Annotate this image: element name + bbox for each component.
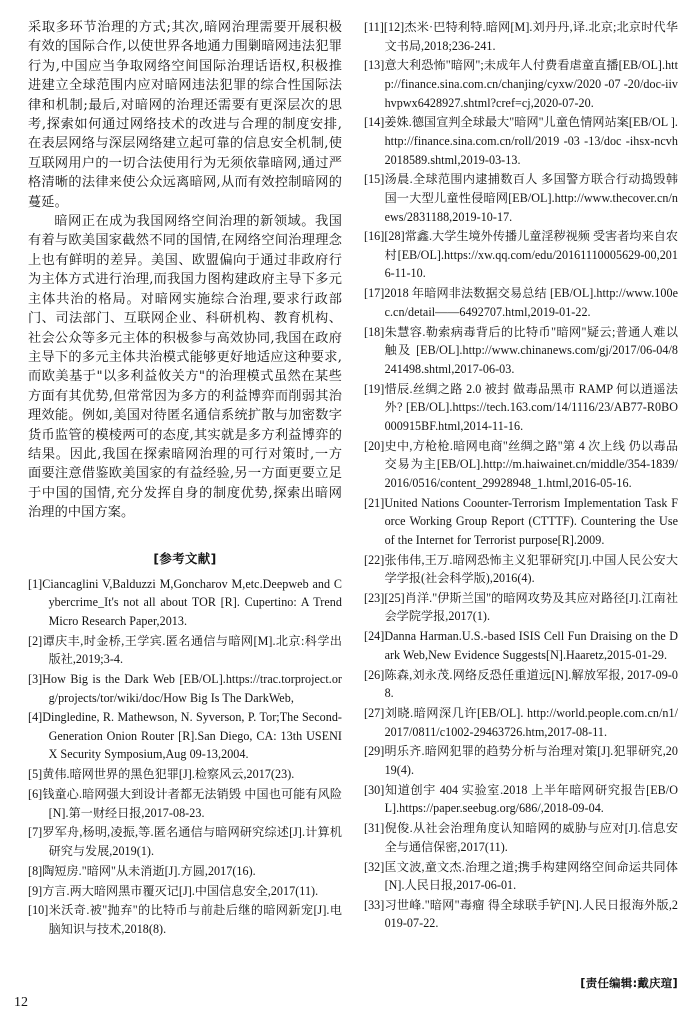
reference-item: [26]陈森,刘永茂.网络反恐任重道远[N].解放军报, 2017-09-08.: [364, 667, 678, 701]
reference-item: [18]朱慧容.勒索病毒背后的比特币"暗网"疑云;普通人难以触及 [EB/OL].http://www.chinanews.com/gj/2017/06-04/8241498.shtml,2017-06-03.: [364, 324, 678, 376]
left-column: [28, 18, 342, 973]
body-paragraph: 采取多环节治理的方式;其次,暗网治理需要开展积极有效的国际合作,以使世界各地通力围剿暗网违法犯罪行为,中国应当争取网络空间国际治理话语权,积极推进建立全球范围内应对暗网违法犯罪的综合性国际法律和机制;最后,对暗网的治理还需要有更深层次的思考,探索如何通过网络技术的改进与合理的制度安排,在表层网络与深层网络建立起可靠的信息安全机制,使互联网用户的一切合法使用行为无须依靠暗网,通过严格清晰的法律来使公众远离暗网,从而有效控制暗网的蔓延。: [28, 20, 342, 210]
reference-item: [19]惜辰.丝绸之路 2.0 被封 做毒品黑市 RAMP 何以逍遥法外? [EB/OL].https://tech.163.com/14/1116/23/AB77-R0BO000915BF.html,2014-11-16.: [364, 381, 678, 433]
reference-item: [3]How Big is the Dark Web [EB/OL].https://trac.torproject.org/projects/tor/wiki/doc/How Big Is The DarkWeb,: [28, 671, 342, 705]
reference-item: [16][28]常鑫.大学生境外传播儿童淫秽视频 受害者均来自农村[EB/OL].https://xw.qq.com/edu/20161110005629-00,2016-11-10.: [364, 229, 679, 281]
page-number: 12: [14, 995, 28, 1010]
reference-item: [4]Dingledine, R. Mathewson, N. Syverson, P. Tor;The Second-Generation Onion Router [R].San Diego, CA: 13th USENIX Security Symposium,Aug 09-13,2004.: [28, 710, 342, 762]
references-list-right: [364, 18, 678, 933]
reference-item: [24]Danna Harman.U.S.-based ISIS Cell Fun Draising on the Dark Web,New Evidence Suggests[N].Haaretz,2015-01-29.: [364, 629, 678, 662]
reference-item: [6]钱童心.暗网强大到设计者都无法销毁 中国也可能有风险[N].第一财经日报,2017-08-23.: [28, 787, 342, 820]
body-paragraph: 暗网正在成为我国网络空间治理的新领域。我国有着与欧美国家截然不同的国情,在网络空间治理理念上也有鲜明的差异。美国、欧盟偏向于通过非政府行为主体方式进行治理,而我国力图构建政府主导下多元主体共治的格局。对暗网实施综合治理,要求行政部门、司法部门、互联网企业、科研机构、教育机构、社会公众等多元主体的积极参与高效协同,我国在政府主导下的多元主体共治模式能够更好地适应这种要求,而欧美基于"以多利益攸关方"的治理模式虽然在某些方面有其优势,但常常因为多方的利益博弈而削弱其治理效能。例如,美国对待匿名通信系统扩散与加密数字货币监管的模棱两可的态度,其实就是多方利益博弈的结果。因此,我国在探索暗网治理的可行对策时,一方面要注意借鉴欧美国家的有益经验,另一方面更要立足于中国的国情,充分发挥自身的制度优势,探索出暗网治理的中国方案。: [28, 214, 342, 521]
reference-item: [31]倪俊.从社会治理角度认知暗网的威胁与应对[J].信息安全与通信保密,2017(11).: [364, 821, 678, 854]
editor-note: [责任编辑:戴庆瑄]: [580, 976, 678, 990]
reference-item: [20]史中,方枪枪.暗网电商"丝绸之路"第 4 次上线 仍以毒品交易为主[EB/OL].http://m.haiwainet.cn/middle/354-1839/2016/0516/content_29928948_1.html,2016-05-16.: [364, 438, 678, 490]
reference-item: [11][12]杰米·巴特利特.暗网[M].刘丹丹,译.北京;北京时代华文书局,2018;236-241.: [364, 20, 678, 53]
reference-item: [17]2018 年暗网非法数据交易总结 [EB/OL].http://www.100ec.cn/detail——6492707.html,2019-01-22.: [364, 286, 678, 319]
reference-item: [13]意大利恐怖"暗网";未成年人付费看虐童直播[EB/OL].http://finance.sina.com.cn/chanjing/cyxw/2020 -07 -20/doc-iivhvpwx6428927.shtml?cref=cj,2020-07-20.: [364, 58, 678, 110]
reference-item: [5]黄伟.暗网世界的黑色犯罪[J].检察风云,2017(23).: [28, 767, 295, 782]
reference-item: [22]张伟伟,王万.暗网恐怖主义犯罪研究[J].中国人民公安大学学报(社会科学版),2016(4).: [364, 552, 678, 586]
reference-item: [2]谭庆丰,时金桥,王学宾.匿名通信与暗网[M].北京:科学出版社,2019;3-4.: [28, 633, 342, 667]
reference-item: [27]刘晓.暗网深几许[EB/OL]. http://world.people.com.cn/n1/2017/0811/c1002-29463726.htm,2017-08-11.: [364, 706, 678, 739]
reference-item: [7]罗军舟,杨明,凌振,等.匿名通信与暗网研究综述[J].计算机研究与发展,2019(1).: [28, 825, 342, 858]
reference-item: [8]陶短房."暗网"从未消逝[J].方圆,2017(16).: [28, 863, 256, 878]
reference-item: [29]明乐齐.暗网犯罪的趋势分析与治理对策[J].犯罪研究,2019(4).: [364, 744, 678, 777]
reference-item: [9]方言.两大暗网黑市覆灭记[J].中国信息安全,2017(11).: [28, 883, 319, 898]
reference-item: [30]知道创宇 404 实验室.2018 上半年暗网研究报告[EB/OL].https://paper.seebug.org/686/,2018-09-04.: [364, 782, 678, 816]
reference-item: [15]汤晨.全球范围内逮捕数百人 多国警方联合行动捣毁韩国一大型儿童性侵暗网[EB/OL].http://www.thecover.cn/news/2831188,2019-10-17.: [364, 172, 678, 224]
reference-item: [23][25]肖洋."伊斯兰国"的暗网攻势及其应对路径[J].江南社会学院学报,2017(1).: [364, 590, 678, 624]
references-list-left: [28, 575, 342, 939]
references-heading: [参考文献]: [153, 550, 217, 566]
reference-item: [33]习世峰."暗网"毒瘤 得全球联手铲[N].人民日报海外版,2019-07-22.: [364, 897, 678, 931]
reference-item: [21]United Nations Coounter-Terrorism Implementation Task Force Working Group Report (CTTTF). Countering the Use of the Internet for Terrorist purpose[R].2009.: [364, 495, 678, 547]
reference-item: [1]Ciancaglini V,Balduzzi M,Goncharov M,etc.Deepweb and Cybercrime_It's not all about TOR [R]. Cupertino: A Trend Micro Research Paper,2013.: [28, 576, 342, 628]
right-column: [364, 18, 678, 973]
two-column-layout: [28, 18, 678, 973]
reference-item: [14]姜姝.德国宣判全球最大"暗网"儿童色情网站案[EB/OL ].http://finance.sina.com.cn/roll/2019 -03 -13/doc -ihsx-ncvh2018589.shtml,2019-03-13.: [364, 115, 678, 167]
reference-item: [10]米沃奇.被"抛弃"的比特币与前赴后继的暗网新宠[J].电脑知识与技术,2018(8).: [28, 903, 342, 936]
reference-item: [32]匡文波,童文杰.治理之道;携手构建网络空间命运共同体[N].人民日报,2017-06-01.: [364, 859, 678, 893]
